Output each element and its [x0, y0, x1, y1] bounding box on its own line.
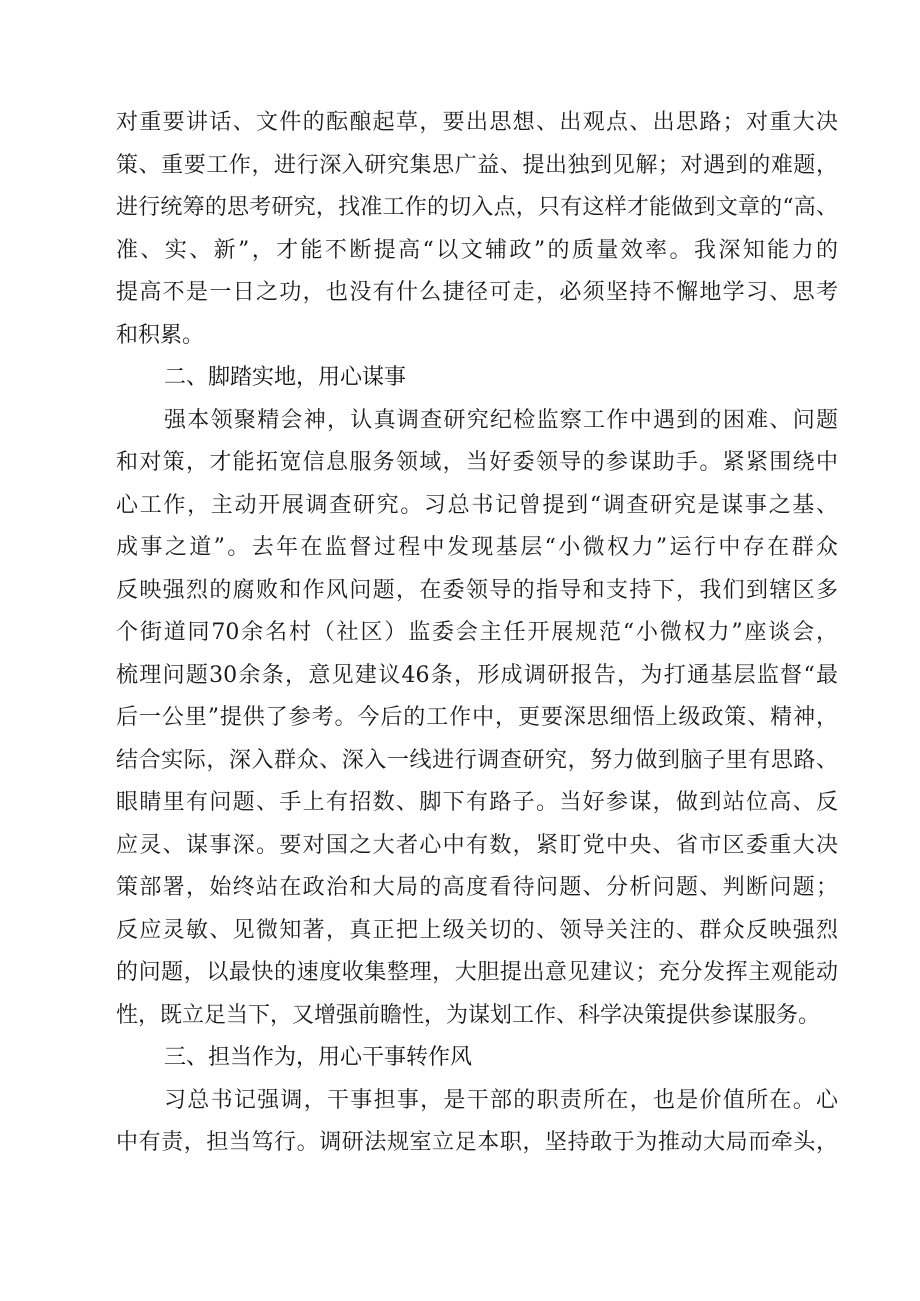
text-line: 应灵、谋事深。要对国之大者心中有数，紧盯党中央、省市区委重大决	[116, 832, 838, 858]
text-line: 和积累。	[116, 322, 205, 348]
text-line: 和对策，才能拓宽信息服务领域，当好委领导的参谋助手。紧紧围绕中	[116, 450, 838, 475]
text-line: 个街道同70余名村（社区）监委会主任开展规范“小微权力”座谈会，	[116, 620, 838, 645]
text-line: 结合实际，深入群众、深入一线进行调查研究，努力做到脑子里有思路、	[116, 747, 838, 773]
text-line: 对重要讲话、文件的酝酿起草，要出思想、出观点、出思路；对重大决	[116, 110, 838, 135]
text-line: 中有责，担当笃行。调研法规室立足本职，坚持敢于为推动大局而牵头，	[116, 1130, 838, 1155]
text-line: 提高不是一日之功，也没有什么捷径可走，必须坚持不懈地学习、思考	[116, 280, 838, 305]
text-line: 准、实、新”，才能不断提高“以文辅政”的质量效率。我深知能力的	[116, 237, 838, 263]
text-line: 反应灵敏、见微知著，真正把上级关切的、领导关注的、群众反映强烈	[116, 917, 838, 943]
text-line: 进行统筹的思考研究，找准工作的切入点，只有这样才能做到文章的“高、	[116, 195, 838, 220]
document-page	[116, 102, 838, 1165]
text-line: 策部署，始终站在政治和大局的高度看待问题、分析问题、判断问题；	[116, 875, 838, 900]
text-line: 梳理问题30余条，意见建议46条，形成调研报告，为打通基层监督“最	[116, 662, 838, 688]
text-line: 后一公里”提供了参考。今后的工作中，更要深思细悟上级政策、精神，	[116, 705, 838, 730]
text-line: 心工作，主动开展调查研究。习总书记曾提到“调查研究是谋事之基、	[116, 492, 838, 518]
text-line: 策、重要工作，进行深入研究集思广益、提出独到见解；对遇到的难题，	[116, 152, 838, 178]
section-heading-2: 二、脚踏实地，用心谋事	[164, 365, 407, 390]
text-line: 成事之道”。去年在监督过程中发现基层“小微权力”运行中存在群众	[116, 535, 838, 560]
text-line: 习总书记强调，干事担事，是干部的职责所在，也是价值所在。心	[164, 1087, 838, 1113]
section-heading-3: 三、担当作为，用心干事转作风	[164, 1045, 473, 1070]
text-line: 强本领聚精会神，认真调查研究纪检监察工作中遇到的困难、问题	[164, 407, 838, 433]
text-line: 的问题，以最快的速度收集整理，大胆提出意见建议；充分发挥主观能动	[116, 960, 838, 985]
text-line: 眼睛里有问题、手上有招数、脚下有路子。当好参谋，做到站位高、反	[116, 790, 838, 815]
text-line: 反映强烈的腐败和作风问题，在委领导的指导和支持下，我们到辖区多	[116, 577, 838, 603]
paragraph-2	[116, 400, 838, 1038]
paragraph-1	[116, 102, 838, 357]
text-line: 性，既立足当下，又增强前瞻性，为谋划工作、科学决策提供参谋服务。	[116, 1002, 821, 1028]
paragraph-3	[116, 1080, 838, 1165]
